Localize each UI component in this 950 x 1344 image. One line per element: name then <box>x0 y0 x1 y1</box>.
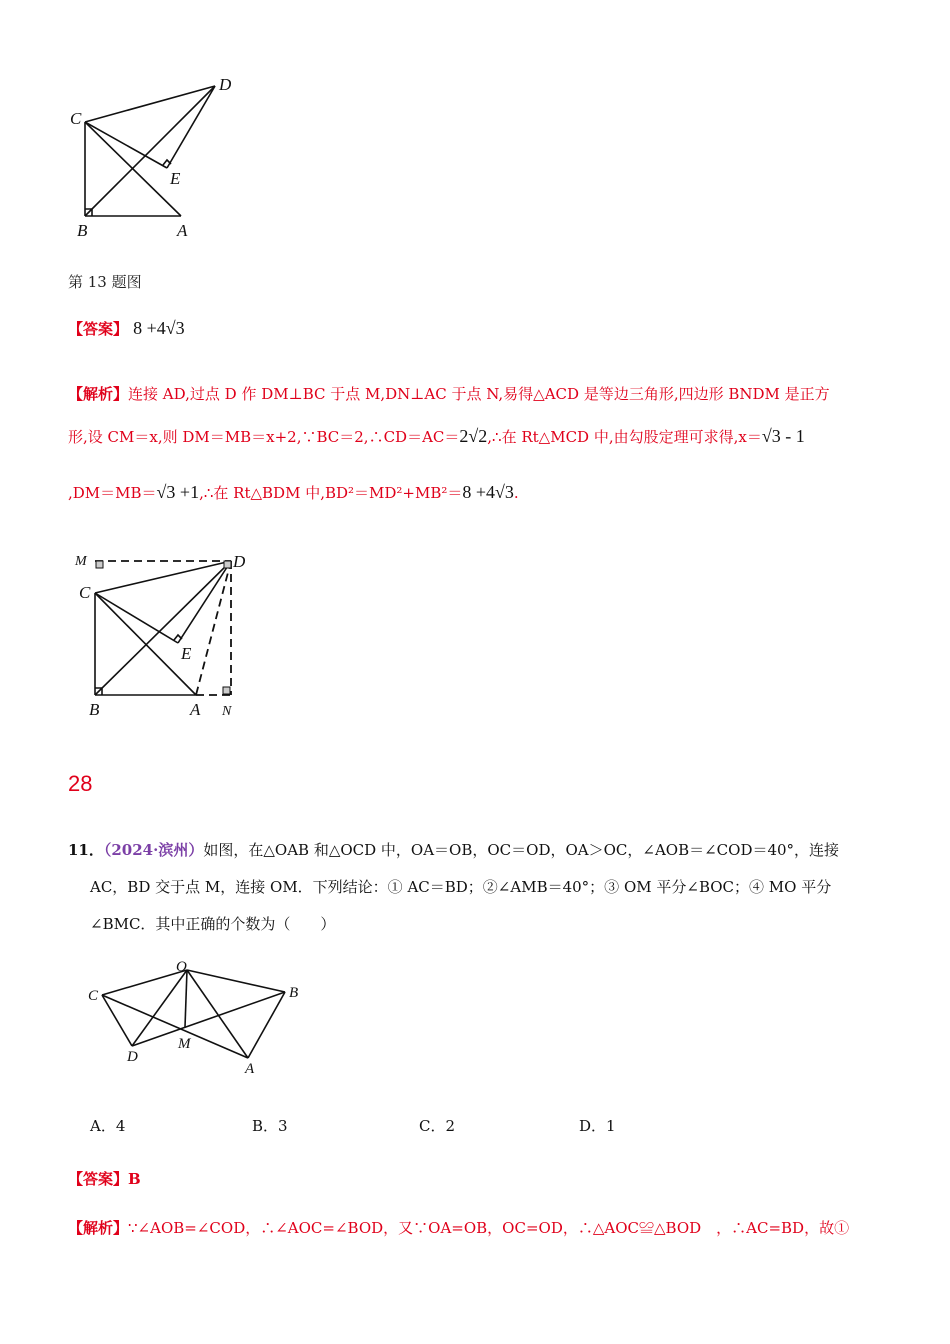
question-11-line-2: AC，BD 交于点 M，连接 OM．下列结论：① AC＝BD；②∠AMB＝40°；③ OM 平分∠BOC；④ MO 平分 <box>90 878 832 896</box>
fig1-label-e: E <box>170 169 181 188</box>
question-source: （2024·滨州） <box>103 841 204 859</box>
option-d <box>579 1115 616 1136</box>
fig2-label-a: A <box>190 700 201 719</box>
solution-text: ,DM＝MB＝ <box>68 484 157 502</box>
fig2-label-c: C <box>79 583 91 602</box>
fig1-label-b: B <box>77 221 88 240</box>
solution-label: 【解析】 <box>68 1219 129 1237</box>
fig3-label-m: M <box>178 1036 191 1052</box>
fig1-label-d: D <box>219 75 232 94</box>
option-letter: A． <box>90 1117 116 1135</box>
option-letter: B． <box>252 1117 279 1135</box>
solution-text: 形,设 CM＝x,则 DM＝MB＝x+2,∵BC＝2,∴CD＝AC＝ <box>68 428 460 446</box>
math-root3-plus-1: √3 +1 <box>156 482 200 502</box>
solution-text: ∵∠AOB=∠COD，∴∠AOC=∠BOD，又∵OA=OB，OC=OD，∴△AOC≌△BOD ，∴AC=BD，故① <box>128 1219 850 1237</box>
option-value: 4 <box>115 1117 126 1135</box>
math-8-plus-4root3: 8 +4√3 <box>462 482 514 502</box>
option-value: 2 <box>445 1117 456 1135</box>
answer-2 <box>68 1168 141 1189</box>
option-a <box>90 1115 125 1136</box>
solution-1-line-1 <box>68 384 883 404</box>
fig3-label-o: O <box>176 959 187 975</box>
fig1-label-c: C <box>70 109 82 128</box>
solution-1-line-2 <box>68 426 883 447</box>
fig3-label-d: D <box>127 1049 138 1065</box>
question-number: 11． <box>68 841 104 859</box>
question-11-line-1 <box>68 840 883 860</box>
question-text: 如图，在△OAB 和△OCD 中，OA＝OB，OC＝OD，OA＞OC，∠AOB＝∠COD＝40°，连接 <box>203 841 840 859</box>
question-11-figure <box>80 955 320 1080</box>
solution-1-line-3 <box>68 482 883 503</box>
answer-1 <box>68 318 185 339</box>
option-letter: C． <box>419 1117 446 1135</box>
fig2-label-d: D <box>233 552 246 571</box>
fig1-label-a: A <box>177 221 188 240</box>
fig2-label-n: N <box>222 704 232 719</box>
answer-label: 【答案】 <box>68 320 129 338</box>
solution-text: 连接 AD,过点 D 作 DM⊥BC 于点 M,DN⊥AC 于点 N,易得△ACD 是等边三角形,四边形 BNDM 是正方 <box>128 385 830 403</box>
fig2-label-m: M <box>75 554 87 569</box>
solution-text: . <box>513 484 519 502</box>
option-letter: D． <box>579 1117 607 1135</box>
solution-figure <box>65 545 265 725</box>
solution-label: 【解析】 <box>68 385 129 403</box>
fig2-label-b: B <box>89 700 100 719</box>
answer-label: 【答案】 <box>68 1170 129 1188</box>
option-b <box>252 1115 288 1136</box>
figure-13 <box>60 70 260 245</box>
section-number: 28 <box>68 771 93 796</box>
fig3-label-a: A <box>245 1061 255 1077</box>
option-value: 3 <box>278 1117 288 1135</box>
math-root3-minus-1: √3 - 1 <box>761 426 805 446</box>
fig2-label-e: E <box>181 644 192 663</box>
fig3-label-c: C <box>88 988 99 1004</box>
solution-text: ,∴在 Rt△MCD 中,由勾股定理可求得,x＝ <box>487 428 762 446</box>
fig3-label-b: B <box>289 985 299 1001</box>
solution-text: ,∴在 Rt△BDM 中,BD²＝MD²+MB²＝ <box>199 484 463 502</box>
math-2root2: 2√2 <box>459 426 488 446</box>
question-11-line-3: ∠BMC．其中正确的个数为（ ） <box>90 915 336 933</box>
answer-value: B <box>128 1170 141 1188</box>
option-c <box>419 1115 455 1136</box>
option-value: 1 <box>606 1117 616 1135</box>
answer-expression: 8 +4√3 <box>133 318 185 338</box>
figure-caption: 第 13 题图 <box>68 273 142 291</box>
solution-2 <box>68 1218 883 1238</box>
